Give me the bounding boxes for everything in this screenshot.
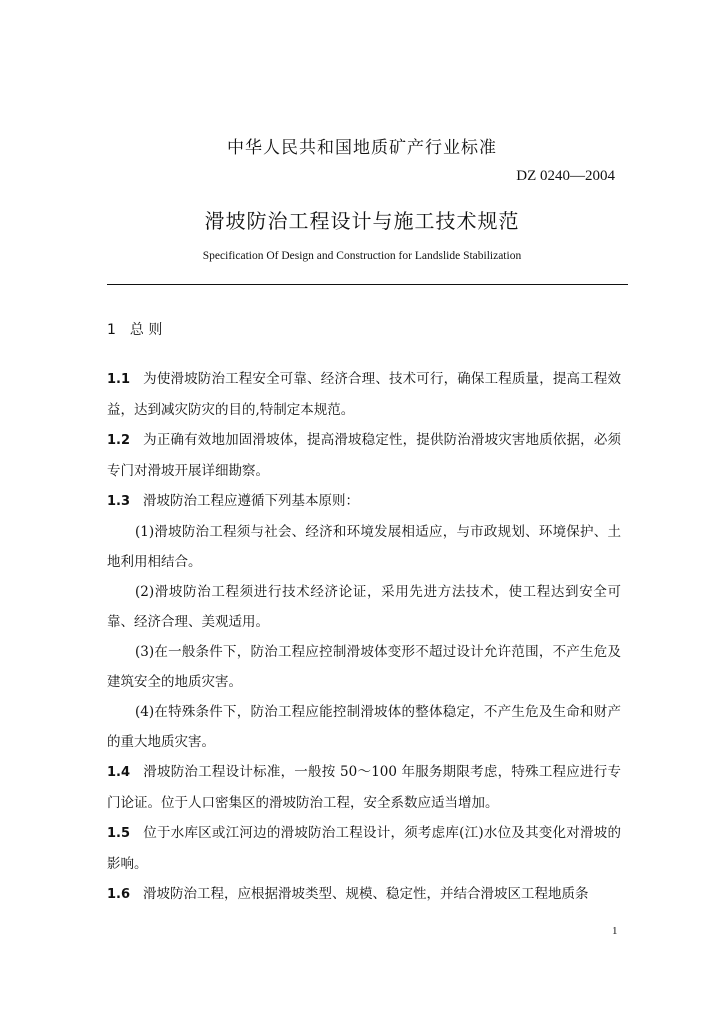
clause-number: 1.1 (107, 372, 131, 387)
clause (107, 879, 621, 910)
clause-text: 滑坡防治工程，应根据滑坡类型、规模、稳定性，并结合滑坡区工程地质条 (143, 886, 589, 902)
clause (107, 757, 621, 818)
principle-item: (4)在特殊条件下，防治工程应能控制滑坡体的整体稳定，不产生危及生命和财产的重大地质灾害。 (107, 704, 621, 750)
clause-text: 滑坡防治工程设计标准，一般按 50～100 年服务期限考虑，特殊工程应进行专门论证。位于人口密集区的滑坡防治工程，安全系数应适当增加。 (107, 764, 621, 811)
clause-number: 1.6 (107, 887, 131, 902)
clause (107, 425, 621, 486)
section-heading (107, 319, 162, 339)
clause-text: 位于水库区或江河边的滑坡防治工程设计，须考虑库(江)水位及其变化对滑坡的影响。 (107, 825, 621, 872)
standard-name: 中华人民共和国地质矿产行业标准 (227, 138, 497, 158)
standard-code: DZ 0240—2004 (516, 168, 615, 184)
header-divider (107, 284, 628, 285)
clause-number: 1.4 (107, 765, 131, 780)
section-title: 总 则 (129, 322, 163, 338)
clause-number: 1.5 (107, 826, 131, 841)
clause-text: 为使滑坡防治工程安全可靠、经济合理、技术可行，确保工程质量，提高工程效益，达到减灾防灾的目的,特制定本规范。 (107, 371, 621, 418)
principle-item: (1)滑坡防治工程须与社会、经济和环境发展相适应，与市政规划、环境保护、土地利用相结合。 (107, 524, 621, 570)
page-number: 1 (612, 925, 618, 937)
principle-item: (3)在一般条件下，防治工程应控制滑坡体变形不超过设计允许范围，不产生危及建筑安全的地质灾害。 (107, 644, 621, 690)
section-number: 1 (107, 322, 116, 338)
clause-text: 滑坡防治工程应遵循下列基本原则： (143, 493, 359, 509)
document-body (107, 364, 621, 910)
clause-number: 1.3 (107, 494, 131, 509)
clause-text: 为正确有效地加固滑坡体，提高滑坡稳定性，提供防治滑坡灾害地质依据，必须专门对滑坡开展详细勘察。 (107, 432, 621, 479)
document-subtitle: Specification Of Design and Construction for Landslide Stabilization (202, 250, 522, 262)
clause (107, 818, 621, 879)
clause (107, 486, 621, 517)
clause-number: 1.2 (107, 433, 131, 448)
document-title: 滑坡防治工程设计与施工技术规范 (204, 209, 520, 233)
principle-item: (2)滑坡防治工程须进行技术经济论证，采用先进方法技术，使工程达到安全可靠、经济合理、美观适用。 (107, 584, 621, 630)
clause (107, 364, 621, 425)
